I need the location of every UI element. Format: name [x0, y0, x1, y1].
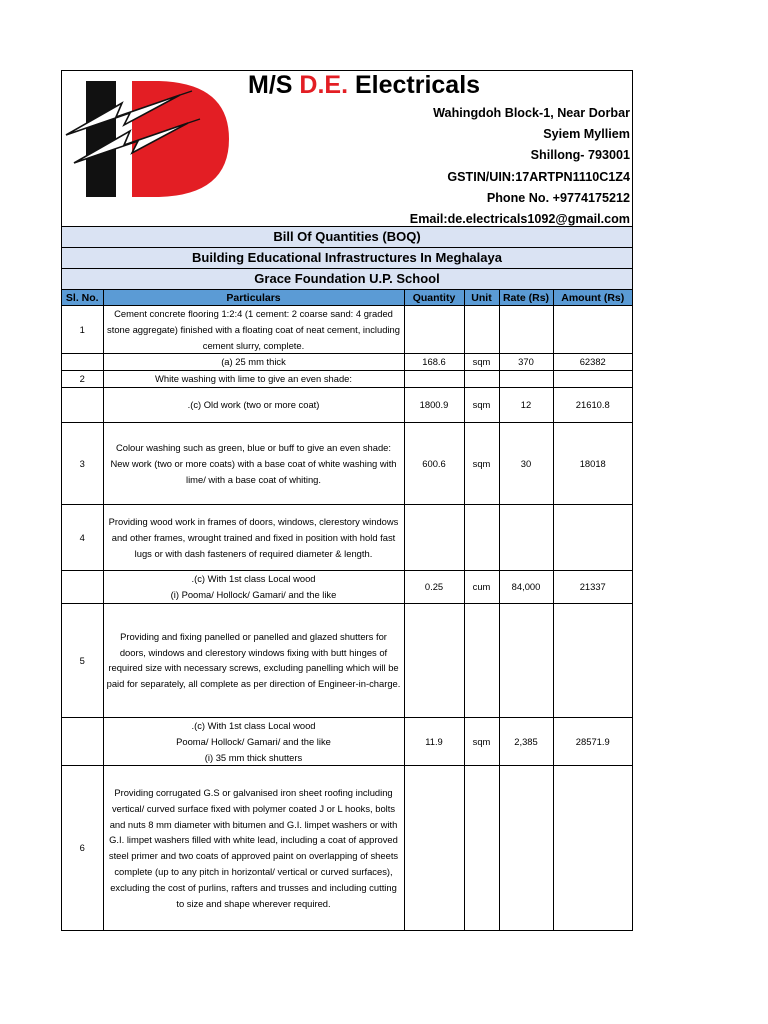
- cell-unit: sqm: [464, 388, 499, 423]
- cell-unit: sqm: [464, 423, 499, 505]
- cell-amount: 62382: [553, 354, 632, 371]
- table-row: [62, 603, 632, 717]
- boq-sheet: [61, 70, 633, 931]
- cell-unit: [464, 371, 499, 388]
- cell-rate: 84,000: [499, 571, 553, 604]
- email-address: Email:de.electricals1092@gmail.com: [409, 212, 630, 227]
- cell-particulars: .(c) With 1st class Local wood Pooma/ Hollock/ Gamari/ and the like (i) 35 mm thick shutters: [103, 717, 404, 765]
- cell-sl: [62, 388, 103, 423]
- letterhead: [62, 71, 632, 227]
- cell-sl: 6: [62, 766, 103, 930]
- column-header-particulars: Particulars: [103, 290, 404, 306]
- cell-unit: cum: [464, 571, 499, 604]
- cell-quantity: 168.6: [404, 354, 464, 371]
- table-row: [62, 717, 632, 765]
- cell-quantity: 1800.9: [404, 388, 464, 423]
- table-row: [62, 505, 632, 571]
- table-row: [62, 354, 632, 371]
- cell-quantity: 600.6: [404, 423, 464, 505]
- address-line: Shillong- 793001: [530, 148, 630, 163]
- column-header-sl: Sl. No.: [62, 290, 103, 306]
- cell-sl: 5: [62, 603, 103, 717]
- cell-unit: [464, 766, 499, 930]
- cell-amount: 21337: [553, 571, 632, 604]
- cell-quantity: 0.25: [404, 571, 464, 604]
- cell-particulars: .(c) With 1st class Local wood (i) Pooma/ Hollock/ Gamari/ and the like: [103, 571, 404, 604]
- cell-sl: 3: [62, 423, 103, 505]
- table-header-row: [62, 290, 632, 306]
- cell-unit: sqm: [464, 717, 499, 765]
- cell-quantity: [404, 766, 464, 930]
- cell-amount: [553, 306, 632, 354]
- cell-rate: 2,385: [499, 717, 553, 765]
- boq-table: [62, 290, 632, 930]
- cell-unit: sqm: [464, 354, 499, 371]
- company-name-accent: D.E.: [299, 71, 349, 99]
- company-name-prefix: M/S: [248, 71, 300, 99]
- cell-quantity: [404, 371, 464, 388]
- cell-rate: 12: [499, 388, 553, 423]
- cell-quantity: 11.9: [404, 717, 464, 765]
- table-row: [62, 571, 632, 604]
- column-header-rate: Rate (Rs): [499, 290, 553, 306]
- cell-sl: [62, 354, 103, 371]
- cell-rate: 370: [499, 354, 553, 371]
- cell-rate: [499, 766, 553, 930]
- column-header-quantity: Quantity: [404, 290, 464, 306]
- table-row: [62, 371, 632, 388]
- cell-sl: [62, 571, 103, 604]
- cell-amount: [553, 505, 632, 571]
- cell-particulars: Cement concrete flooring 1:2:4 (1 cement: 2 coarse sand: 4 graded stone aggregate) finished with a floating coat of neat cement, including cement slurry, complete.: [103, 306, 404, 354]
- cell-amount: [553, 603, 632, 717]
- table-row: [62, 306, 632, 354]
- cell-particulars: (a) 25 mm thick: [103, 354, 404, 371]
- table-row: [62, 423, 632, 505]
- cell-amount: [553, 371, 632, 388]
- cell-particulars: .(c) Old work (two or more coat): [103, 388, 404, 423]
- cell-rate: [499, 603, 553, 717]
- cell-rate: [499, 306, 553, 354]
- gstin: GSTIN/UIN:17ARTPN1110C1Z4: [447, 169, 630, 184]
- cell-particulars: Providing corrugated G.S or galvanised iron sheet roofing including vertical/ curved surface fixed with polymer coated J or L hooks, bolts and nuts 8 mm diameter with bitumen and G.I. limpet washers or with G.I. limpet washers filled with white lead, including a coat of approved steel primer and two coats of approved paint on overlapping of sheets complete (up to any pitch in horizontal/ vertical or curved surfaces), excluding the cost of purlins, rafters and trusses and including cutting to size and shape wherever required.: [103, 766, 404, 930]
- cell-amount: [553, 766, 632, 930]
- cell-particulars: Providing wood work in frames of doors, windows, clerestory windows and other frames, wrought trained and fixed in position with hold fast lugs or with dash fasteners of required diameter & length.: [103, 505, 404, 571]
- company-address: [410, 103, 630, 230]
- school-title: Grace Foundation U.P. School: [62, 269, 632, 290]
- cell-particulars: Colour washing such as green, blue or buff to give an even shade: New work (two or more coats) with a base coat of white washing with lime/ with a base coat of whiting.: [103, 423, 404, 505]
- company-name-suffix: Electricals: [348, 71, 481, 99]
- cell-sl: [62, 717, 103, 765]
- company-logo: [64, 77, 234, 197]
- boq-title: Bill Of Quantities (BOQ): [62, 227, 632, 248]
- cell-particulars: White washing with lime to give an even shade:: [103, 371, 404, 388]
- cell-unit: [464, 505, 499, 571]
- cell-sl: 2: [62, 371, 103, 388]
- project-title: Building Educational Infrastructures In Meghalaya: [62, 248, 632, 269]
- company-name: [248, 71, 480, 100]
- cell-amount: 28571.9: [553, 717, 632, 765]
- cell-rate: [499, 505, 553, 571]
- cell-amount: 18018: [553, 423, 632, 505]
- cell-quantity: [404, 306, 464, 354]
- address-line: Wahingdoh Block-1, Near Dorbar: [433, 106, 630, 120]
- column-header-amount: Amount (Rs): [553, 290, 632, 306]
- cell-quantity: [404, 505, 464, 571]
- cell-particulars: Providing and fixing panelled or panelled and glazed shutters for doors, windows and clerestory windows fixing with butt hinges of required size with necessary screws, excluding panelling which will be paid for separately, all complete as per direction of Engineer-in-charge.: [103, 603, 404, 717]
- cell-sl: 1: [62, 306, 103, 354]
- table-row: [62, 766, 632, 930]
- phone-number: Phone No. +9774175212: [486, 190, 630, 205]
- cell-amount: 21610.8: [553, 388, 632, 423]
- cell-unit: [464, 603, 499, 717]
- column-header-unit: Unit: [464, 290, 499, 306]
- table-row: [62, 388, 632, 423]
- cell-rate: [499, 371, 553, 388]
- cell-unit: [464, 306, 499, 354]
- cell-sl: 4: [62, 505, 103, 571]
- cell-rate: 30: [499, 423, 553, 505]
- cell-quantity: [404, 603, 464, 717]
- address-line: Syiem Mylliem: [543, 127, 630, 142]
